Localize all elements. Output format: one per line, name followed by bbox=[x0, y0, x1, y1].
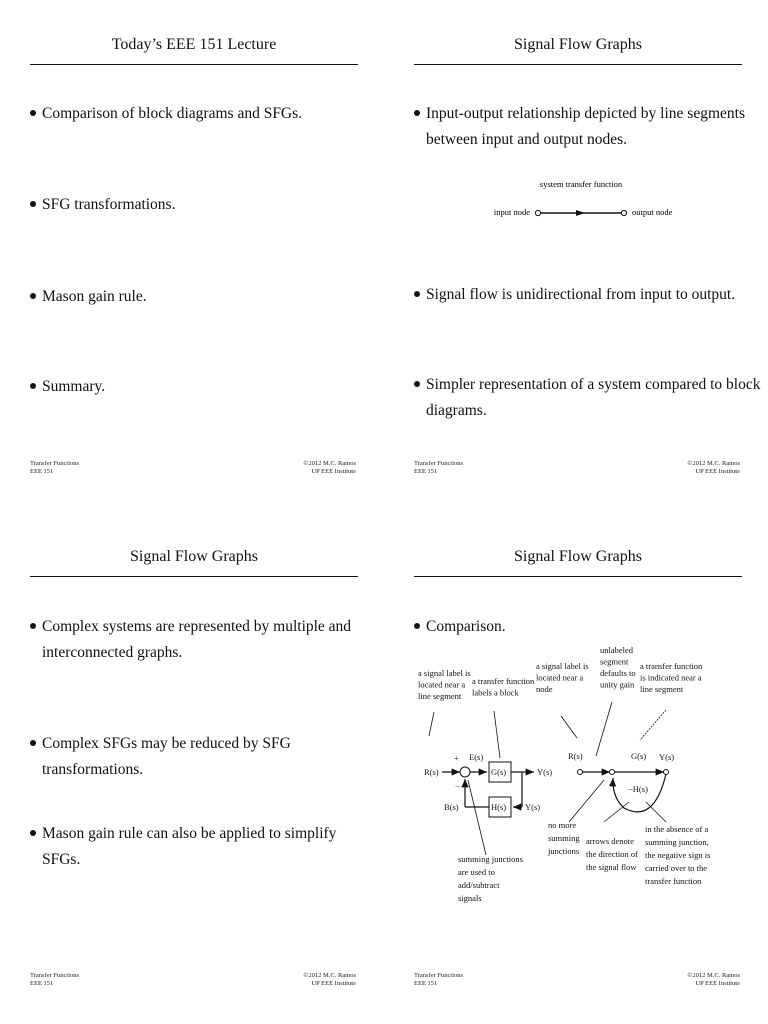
title-rule bbox=[414, 64, 742, 65]
slide-title: Signal Flow Graphs bbox=[130, 548, 258, 565]
bullet-dot bbox=[30, 383, 36, 389]
slide-title: Today’s EEE 151 Lecture bbox=[111, 36, 277, 53]
slide-title: Signal Flow Graphs bbox=[514, 36, 642, 53]
sfg-signal-Y: Y(s) bbox=[659, 752, 675, 762]
bullet-text: Comparison of block diagrams and SFGs. bbox=[42, 105, 303, 122]
slide-title: Signal Flow Graphs bbox=[514, 548, 642, 565]
sfg-simple-diagram bbox=[484, 170, 704, 230]
summing-junction bbox=[460, 767, 470, 777]
footer-left: Transfer Functions EEE 151 bbox=[414, 460, 464, 475]
bullet-dot bbox=[30, 293, 36, 299]
bullet-dot bbox=[30, 110, 36, 116]
flow-arrow-icon bbox=[576, 210, 585, 216]
bullet-dot bbox=[414, 291, 420, 297]
bullet-text: SFG transformations. bbox=[42, 196, 176, 213]
bullet-item bbox=[414, 282, 761, 308]
bullet-item bbox=[30, 192, 377, 218]
diagram-caption: system transfer function bbox=[539, 179, 623, 189]
annotation-absence: in the absence of a summing junction, the negative sign is carried over to the transfer function bbox=[645, 824, 711, 886]
bullet-dot bbox=[30, 740, 36, 746]
bullet-dot bbox=[30, 623, 36, 629]
bullet-dot bbox=[30, 830, 36, 836]
signal-Y-bottom: Y(s) bbox=[525, 802, 541, 812]
footer-left: Transfer Functions EEE 151 bbox=[30, 460, 80, 475]
signal-E: E(s) bbox=[469, 752, 484, 762]
bullet-text: Mason gain rule can also be applied to simplify SFGs. bbox=[42, 825, 337, 868]
bullet-text: Summary. bbox=[42, 378, 106, 395]
output-node-label: output node bbox=[632, 207, 673, 217]
sfg-label-negH: −H(s) bbox=[628, 784, 648, 794]
bullet-text: Input-output relationship depicted by line segments between input and output nodes. bbox=[426, 105, 745, 148]
title-rule bbox=[414, 576, 742, 577]
title-rule bbox=[30, 576, 358, 577]
sfg-node bbox=[578, 770, 583, 775]
block-G-label: G(s) bbox=[491, 767, 507, 777]
output-node bbox=[621, 210, 626, 215]
slide-4 bbox=[384, 512, 768, 1024]
signal-R: R(s) bbox=[424, 767, 439, 777]
comparison-diagram bbox=[384, 632, 768, 932]
annotation-tf-block: a transfer function labels a block bbox=[472, 676, 535, 698]
bullet-text: Mason gain rule. bbox=[42, 288, 147, 305]
bullet-dot bbox=[30, 201, 36, 207]
input-node bbox=[535, 210, 540, 215]
bullet-item bbox=[414, 101, 761, 153]
sfg-signal-R: R(s) bbox=[568, 751, 583, 761]
bullet-text: Complex SFGs may be reduced by SFG transformations. bbox=[42, 735, 291, 778]
bullet-item bbox=[30, 101, 377, 127]
annotation-no-more: no more summing junctions bbox=[548, 820, 580, 856]
footer-right: ©2012 M.C. Ramos UP EEE Institute bbox=[303, 972, 356, 987]
bullet-item bbox=[30, 614, 377, 666]
slide-3 bbox=[0, 512, 384, 1024]
annotation-summing: summing junctions are used to add/subtract signals bbox=[458, 854, 523, 903]
bullet-item bbox=[30, 374, 377, 400]
bullet-text: Signal flow is unidirectional from input to output. bbox=[426, 286, 736, 303]
title-rule bbox=[30, 64, 358, 65]
bullet-item bbox=[414, 372, 761, 424]
signal-B: B(s) bbox=[444, 802, 459, 812]
annotation-signal-node: a signal label is located near a node bbox=[536, 661, 589, 694]
input-node-label: input node bbox=[493, 207, 530, 217]
bullet-text: Simpler representation of a system compared to block diagrams. bbox=[426, 376, 761, 419]
slide-2 bbox=[384, 0, 768, 512]
footer-left: Transfer Functions EEE 151 bbox=[414, 972, 464, 987]
bullet-dot bbox=[414, 110, 420, 116]
bullet-item bbox=[30, 284, 377, 310]
footer-left: Transfer Functions EEE 151 bbox=[30, 972, 80, 987]
footer-right: ©2012 M.C. Ramos UP EEE Institute bbox=[687, 460, 740, 475]
annotation-unlabeled: unlabeled segment defaults to unity gain bbox=[600, 645, 636, 690]
footer-right: ©2012 M.C. Ramos UP EEE Institute bbox=[687, 972, 740, 987]
bullet-dot bbox=[414, 381, 420, 387]
sfg-node bbox=[610, 770, 615, 775]
bullet-dot bbox=[414, 623, 420, 629]
sign-plus: + bbox=[454, 753, 459, 763]
bullet-item bbox=[30, 821, 377, 873]
footer-right: ©2012 M.C. Ramos UP EEE Institute bbox=[303, 460, 356, 475]
sfg-node bbox=[664, 770, 669, 775]
sfg-label-G: G(s) bbox=[631, 751, 647, 761]
bullet-text: Comparison. bbox=[426, 618, 506, 635]
signal-Y-top: Y(s) bbox=[537, 767, 553, 777]
sign-minus: − bbox=[455, 781, 460, 791]
bullet-item bbox=[30, 731, 377, 783]
annotation-arrows: arrows denote the direction of the signal flow bbox=[586, 836, 638, 872]
slide-1 bbox=[0, 0, 384, 512]
annotation-tf-near: a transfer function is indicated near a line segment bbox=[640, 661, 703, 694]
bullet-text: Complex systems are represented by multiple and interconnected graphs. bbox=[42, 618, 352, 661]
annotation-signal-label: a signal label is located near a line segment bbox=[418, 668, 471, 701]
block-H-label: H(s) bbox=[491, 802, 507, 812]
